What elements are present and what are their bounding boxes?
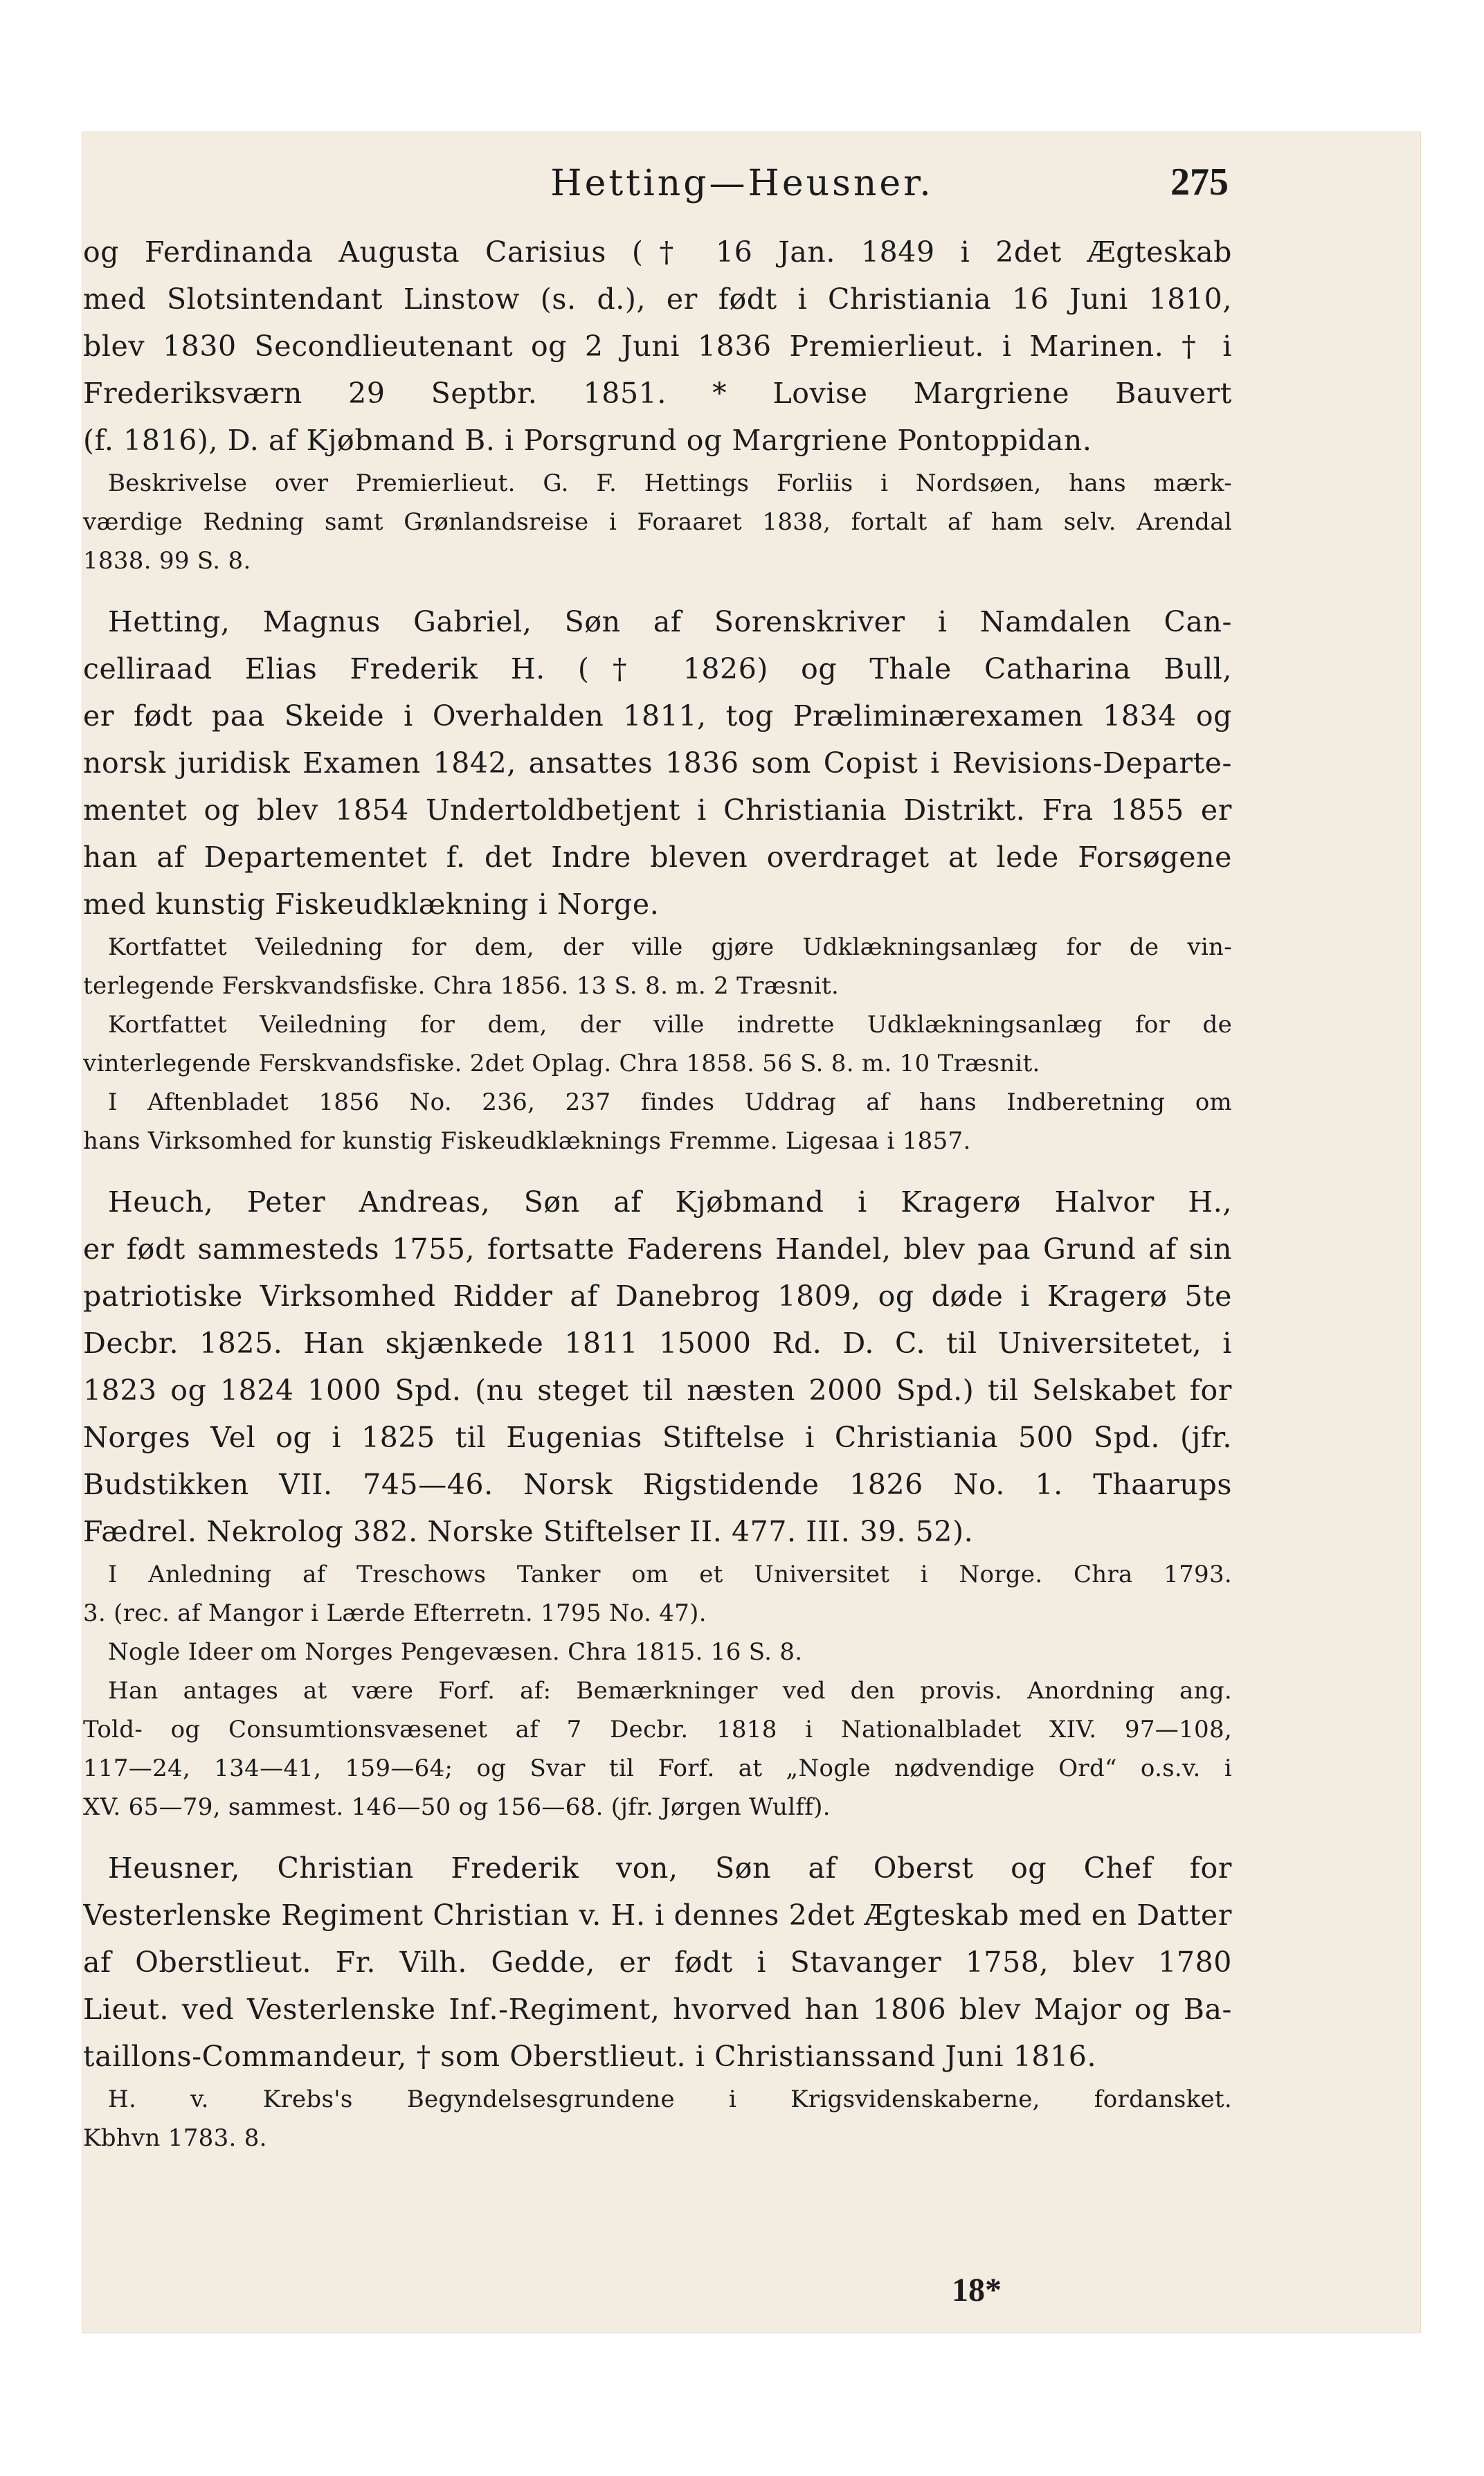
body-line: patriotiske Virksomhed Ridder af Danebrog 1809, og døde i Kragerø 5te — [83, 1280, 1232, 1313]
entry-heading-line: Hetting, Magnus Gabriel, Søn af Sorenskriver i Namdalen Can- — [108, 605, 1232, 638]
entry-heusner-christian-frederik — [83, 1845, 1232, 2157]
biblio-line: XV. 65—79, sammest. 146—50 og 156—68. (jfr. Jørgen Wulff). — [83, 1793, 831, 1821]
body-line: Lieut. ved Vesterlenske Inf.-Regiment, hvorved han 1806 blev Major og Ba- — [83, 1993, 1232, 2026]
body-line: er født sammesteds 1755, fortsatte Faderens Handel, blev paa Grund af sin — [83, 1232, 1232, 1266]
body-line: Norges Vel og i 1825 til Eugenias Stiftelse i Christiania 500 Spd. (jfr. — [83, 1421, 1232, 1454]
body-line: celliraad Elias Frederik H. († 1826) og Thale Catharina Bull, — [83, 652, 1232, 685]
biblio-line: I Anledning af Treschows Tanker om et Universitet i Norge. Chra 1793. — [108, 1561, 1232, 1588]
biblio-line: Beskrivelse over Premierlieut. G. F. Hettings Forliis i Nordsøen, hans mærk- — [108, 469, 1232, 497]
body-line: norsk juridisk Examen 1842, ansattes 1836 som Copist i Revisions-Departe- — [83, 746, 1232, 780]
biblio-line: H. v. Krebs's Begyndelsesgrundene i Krigsvidenskaberne, fordansket. — [108, 2085, 1232, 2113]
entry-spacer — [83, 1160, 1232, 1178]
page-body — [83, 228, 1232, 2157]
body-line: Decbr. 1825. Han skjænkede 1811 15000 Rd. D. C. til Universitetet, i — [83, 1327, 1232, 1360]
page-number: 275 — [1170, 161, 1229, 204]
entry-heading-line: Heusner, Christian Frederik von, Søn af Oberst og Chef for — [108, 1851, 1232, 1885]
biblio-line: 3. (rec. af Mangor i Lærde Efterretn. 1795 No. 47). — [83, 1599, 707, 1627]
body-line: Vesterlenske Regiment Christian v. H. i dennes 2det Ægteskab med en Datter — [83, 1899, 1232, 1932]
biblio-line: Kortfattet Veiledning for dem, der ville gjøre Udklækningsanlæg for de vin- — [108, 933, 1232, 961]
biblio-line: terlegende Ferskvandsfiske. Chra 1856. 13 S. 8. m. 2 Træsnit. — [83, 972, 840, 1000]
body-line: med kunstig Fiskeudklækning i Norge. — [83, 888, 660, 921]
entry-hetting-magnus-gabriel — [83, 598, 1232, 1160]
body-line: 1823 og 1824 1000 Spd. (nu steget til næsten 2000 Spd.) til Selskabet for — [83, 1374, 1232, 1407]
body-line: blev 1830 Secondlieutenant og 2 Juni 1836 Premierlieut. i Marinen. † i — [83, 330, 1232, 363]
biblio-line: 1838. 99 S. 8. — [83, 547, 251, 575]
biblio-line: hans Virksomhed for kunstig Fiskeudklæknings Fremme. Ligesaa i 1857. — [83, 1127, 971, 1155]
entry-heading-line: Heuch, Peter Andreas, Søn af Kjøbmand i Kragerø Halvor H., — [108, 1185, 1232, 1219]
body-line: med Slotsintendant Linstow (s. d.), er født i Christiania 16 Juni 1810, — [83, 282, 1232, 316]
biblio-line: vinterlegende Ferskvandsfiske. 2det Oplag. Chra 1858. 56 S. 8. m. 10 Træsnit. — [83, 1050, 1040, 1077]
body-line: (f. 1816), D. af Kjøbmand B. i Porsgrund og Margriene Pontoppidan. — [83, 424, 1092, 457]
biblio-line: Han antages at være Forf. af: Bemærkninger ved den provis. Anordning ang. — [108, 1677, 1232, 1705]
biblio-line: Kbhvn 1783. 8. — [83, 2124, 267, 2152]
page-header — [0, 156, 1484, 211]
body-line: han af Departementet f. det Indre bleven overdraget at lede Forsøgene — [83, 841, 1232, 874]
body-line: mentet og blev 1854 Undertoldbetjent i Christiania Distrikt. Fra 1855 er — [83, 793, 1232, 827]
running-head: Hetting—Heusner. — [550, 163, 934, 204]
biblio-line: værdige Redning samt Grønlandsreise i Foraaret 1838, fortalt af ham selv. Arendal — [83, 508, 1232, 536]
entry-spacer — [83, 1827, 1232, 1845]
body-line: Budstikken VII. 745—46. Norsk Rigstidende 1826 No. 1. Thaarups — [83, 1468, 1232, 1501]
entry-spacer — [83, 580, 1232, 598]
body-line: Frederiksværn 29 Septbr. 1851. * Lovise Margriene Bauvert — [83, 377, 1232, 410]
body-line: taillons-Commandeur, † som Oberstlieut. i Christianssand Juni 1816. — [83, 2040, 1097, 2073]
body-line: af Oberstlieut. Fr. Vilh. Gedde, er født i Stavanger 1758, blev 1780 — [83, 1946, 1232, 1979]
body-line: Fædrel. Nekrolog 382. Norske Stiftelser II. 477. III. 39. 52). — [83, 1515, 974, 1548]
biblio-line: I Aftenbladet 1856 No. 236, 237 findes Uddrag af hans Indberetning om — [108, 1088, 1232, 1116]
biblio-line: Nogle Ideer om Norges Pengevæsen. Chra 1815. 16 S. 8. — [108, 1638, 803, 1666]
body-line: og Ferdinanda Augusta Carisius († 16 Jan. 1849 i 2det Ægteskab — [83, 235, 1232, 269]
signature-mark: 18* — [952, 2272, 1002, 2308]
entry-heuch-peter-andreas — [83, 1178, 1232, 1827]
biblio-line: Kortfattet Veiledning for dem, der ville indrette Udklækningsanlæg for de — [108, 1011, 1232, 1039]
biblio-line: 117—24, 134—41, 159—64; og Svar til Forf. at „Nogle nødvendige Ord“ o.s.v. i — [83, 1755, 1232, 1782]
entry-hetting-continued — [83, 228, 1232, 580]
body-line: er født paa Skeide i Overhalden 1811, tog Præliminærexamen 1834 og — [83, 699, 1232, 733]
biblio-line: Told- og Consumtionsvæsenet af 7 Decbr. 1818 i Nationalbladet XIV. 97—108, — [83, 1716, 1232, 1743]
